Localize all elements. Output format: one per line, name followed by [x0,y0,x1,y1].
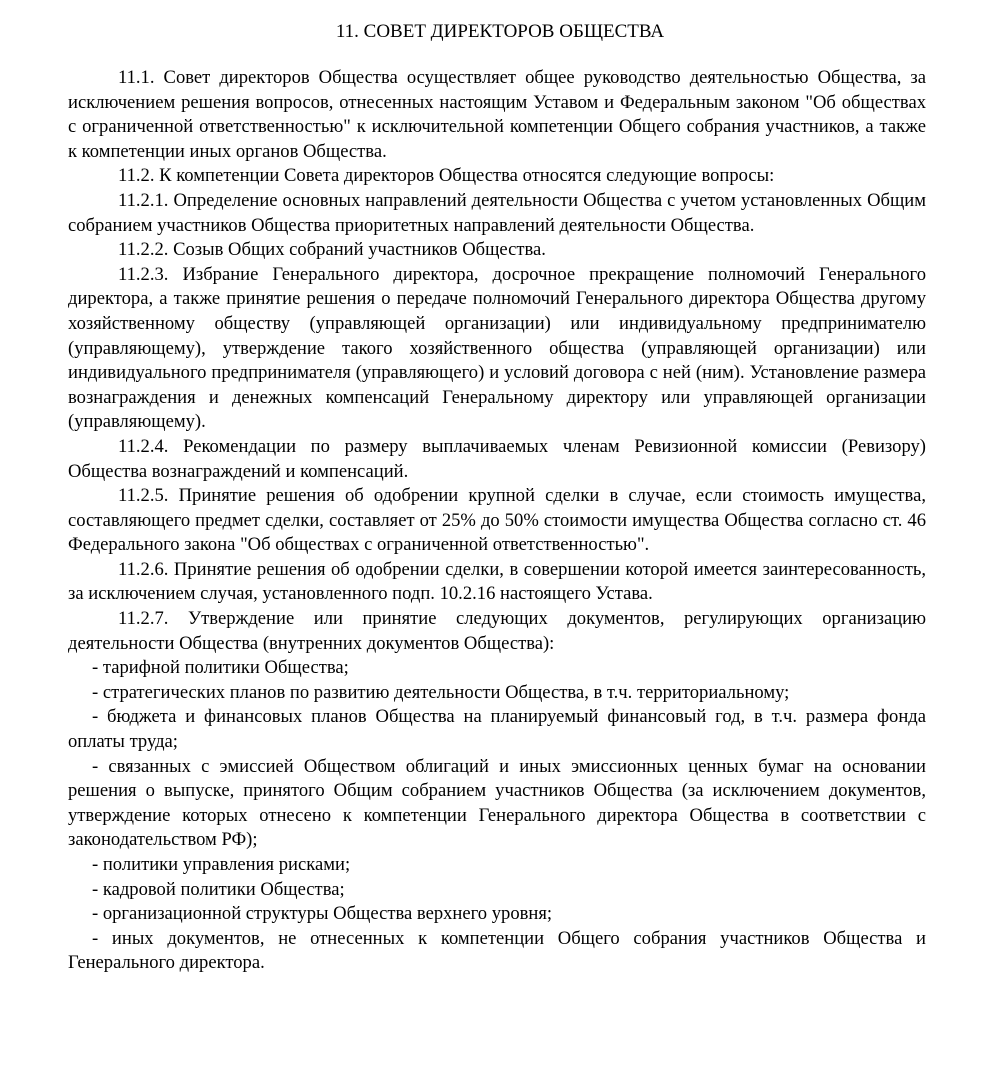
list-item: - бюджета и финансовых планов Общества на планируемый финансовый год, в т.ч. размера фонда оплаты труда; [68,706,926,753]
paragraph-11-2-1: 11.2.1. Определение основных направлений деятельности Общества с учетом установленных Общим собранием участников Общества приоритетных направлений деятельности Общества. [68,189,926,236]
paragraph-11-2: 11.2. К компетенции Совета директоров Общества относятся следующие вопросы: [118,165,775,187]
paragraph-11-2-6: 11.2.6. Принятие решения об одобрении сделки, в совершении которой имеется заинтересованность, за исключением случая, установленного подп. 10.2.16 настоящего Устава. [68,558,926,605]
paragraph-11-2-7: 11.2.7. Утверждение или принятие следующих документов, регулирующих организацию деятельности Общества (внутренних документов Общества): [68,608,926,654]
list-item: - иных документов, не отнесенных к компетенции Общего собрания участников Общества и Генерального директора. [68,927,926,974]
paragraph-11-2-4: 11.2.4. Рекомендации по размеру выплачиваемых членам Ревизионной комиссии (Ревизору) Общества вознаграждений и компенсаций. [68,435,926,482]
document-page [68,20,926,976]
list-item: - связанных с эмиссией Обществом облигаций и иных эмиссионных ценных бумаг на основании решения о выпуске, принятого Общим собранием участников Общества (за исключением документов, утверждение которых отнесено к компетенции Генерального директора Общества в соответствии с законодательством РФ); [68,755,926,851]
paragraph-11-2-5: 11.2.5. Принятие решения об одобрении крупной сделки в случае, если стоимость имущества, составляющего предмет сделки, составляет от 25% до 50% стоимости имущества Общества согласно ст. 46 Федерального закона "Об обществах с ограниченной ответственностью". [68,485,926,556]
section-title: 11. СОВЕТ ДИРЕКТОРОВ ОБЩЕСТВА [335,21,665,42]
list-item: - кадровой политики Общества; [92,878,345,900]
paragraph-11-2-3: 11.2.3. Избрание Генерального директора, досрочное прекращение полномочий Генерального директора, а также принятие решения о передаче полномочий Генерального директора Общества другому хозяйственному обществу (управляющей организации) или индивидуальному предпринимателю (управляющему), утверждение такого хозяйственного общества (управляющей организации) или индивидуального предпринимателя (управляющего) и условий договора с ней (ним). Установление размера вознаграждения и денежных компенсаций Генеральному директору или управляющей организации (управляющему). [68,263,926,433]
list-item: - тарифной политики Общества; [92,657,349,679]
paragraph-11-2-2: 11.2.2. Созыв Общих собраний участников Общества. [118,239,546,261]
list-item: - политики управления рисками; [92,854,351,875]
list-item: - стратегических планов по развитию деятельности Общества, в т.ч. территориальному; [92,681,790,703]
paragraph-11-1: 11.1. Совет директоров Общества осуществляет общее руководство деятельностью Общества, за исключением решения вопросов, отнесенных настоящим Уставом и Федеральным законом "Об обществах с ограниченной ответственностью" к исключительной компетенции Общего собрания участников, а также к компетенции иных органов Общества. [68,67,926,162]
list-item: - организационной структуры Общества верхнего уровня; [92,903,553,925]
